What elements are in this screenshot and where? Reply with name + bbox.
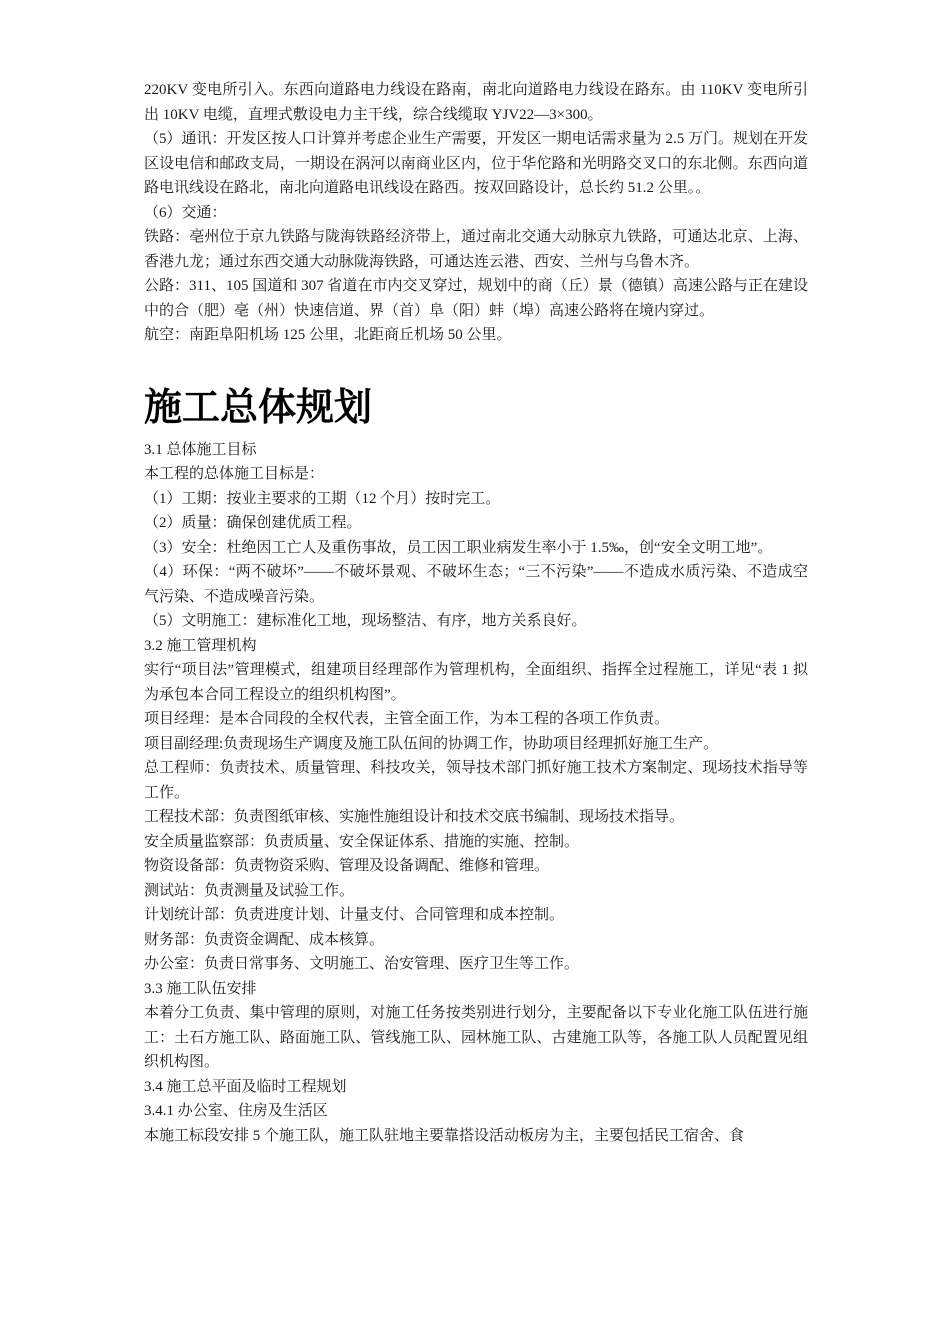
goal-item-civilized: （5）文明施工：建标准化工地，现场整洁、有序，地方关系良好。 [144, 613, 587, 629]
goal-item-quality: （2）质量：确保创建优质工程。 [144, 515, 362, 531]
role-safety-quality-dept: 安全质量监察部：负责质量、安全保证体系、措施的实施、控制。 [144, 833, 580, 850]
section-3-3-text: 本着分工负责、集中管理的原则，对施工任务按类别进行划分，主要配备以下专业化施工队伍进行施工：土石方施工队、路面施工队、管线施工队、园林施工队、古建施工队等，各施工队人员配置见组织机构图。 [144, 1005, 808, 1070]
paragraph-highway: 公路：311、105 国道和 307 省道在市内交叉穿过，规划中的商（丘）景（德镇）高速公路与正在建设中的合（肥）亳（州）快速信道、界（首）阜（阳）蚌（埠）高速公路将在境内穿过。 [144, 278, 808, 319]
section-3-2-intro: 实行“项目法”管理模式，组建项目经理部作为管理机构，全面组织、指挥全过程施工，详见“表 1 拟为承包本合同工程设立的组织机构图”。 [144, 662, 808, 703]
role-deputy-manager: 项目副经理:负责现场生产调度及施工队伍间的协调工作，协助项目经理抓好施工生产。 [144, 735, 719, 752]
goal-item-safety: （3）安全：杜绝因工亡人及重伤事故，员工因工职业病发生率小于 1.5‰，创“安全文明工地”。 [144, 539, 773, 556]
paragraph-power-supply: 220KV 变电所引入。东西向道路电力线设在路南，南北向道路电力线设在路东。由 110KV 变电所引出 10KV 电缆，直埋式敷设电力主干线，综合线缆取 YJV22—3×300。 [144, 82, 808, 123]
section-3-4-1-title: 3.4.1 办公室、住房及生活区 [144, 1103, 328, 1119]
document-page [144, 78, 808, 1148]
paragraph-aviation: 航空：南距阜阳机场 125 公里，北距商丘机场 50 公里。 [144, 327, 512, 343]
paragraph-transport-label: （6）交通： [144, 204, 227, 221]
goal-item-schedule: （1）工期：按业主要求的工期（12 个月）按时完工。 [144, 490, 501, 507]
chapter-heading: 施工总体规划 [144, 384, 373, 429]
role-office: 办公室：负责日常事务、文明施工、治安管理、医疗卫生等工作。 [144, 956, 580, 972]
role-finance-dept: 财务部：负责资金调配、成本核算。 [144, 931, 385, 948]
paragraph-telecom: （5）通讯：开发区按人口计算并考虑企业生产需要，开发区一期电话需求量为 2.5 万门。规划在开发区设电信和邮政支局，一期设在涡河以南商业区内，位于华佗路和光明路交叉口的东北侧。东西向道路电讯线设在路北，南北向道路电讯线设在路西。按双回路设计，总长约 51.2 公里。。 [144, 131, 808, 196]
section-3-1-title: 3.1 总体施工目标 [144, 441, 257, 458]
role-engineering-dept: 工程技术部：负责图纸审核、实施性施组设计和技术交底书编制、现场技术指导。 [144, 809, 685, 825]
goal-item-environment: （4）环保：“两不破坏”——不破坏景观、不破坏生态；“三不污染”——不造成水质污染、不造成空气污染、不造成噪音污染。 [144, 564, 808, 605]
section-3-1-intro: 本工程的总体施工目标是： [144, 466, 325, 482]
role-planning-dept: 计划统计部：负责进度计划、计量支付、合同管理和成本控制。 [144, 907, 565, 923]
section-3-4-1-text: 本施工标段安排 5 个施工队，施工队驻地主要靠搭设活动板房为主，主要包括民工宿舍、食 [144, 1127, 745, 1144]
section-3-4-title: 3.4 施工总平面及临时工程规划 [144, 1078, 347, 1095]
role-materials-dept: 物资设备部：负责物资采购、管理及设备调配、维修和管理。 [144, 858, 550, 874]
paragraph-railway: 铁路：亳州位于京九铁路与陇海铁路经济带上，通过南北交通大动脉京九铁路，可通达北京、上海、香港九龙；通过东西交通大动脉陇海铁路，可通达连云港、西安、兰州与乌鲁木齐。 [144, 229, 808, 270]
role-chief-engineer: 总工程师：负责技术、质量管理、科技攻关，领导技术部门抓好施工技术方案制定、现场技术指导等工作。 [144, 760, 808, 801]
role-testing-station: 测试站：负责测量及试验工作。 [144, 882, 355, 899]
role-project-manager: 项目经理：是本合同段的全权代表，主管全面工作，为本工程的各项工作负责。 [144, 711, 670, 727]
section-3-2-title: 3.2 施工管理机构 [144, 637, 257, 654]
section-3-3-title: 3.3 施工队伍安排 [144, 980, 257, 997]
